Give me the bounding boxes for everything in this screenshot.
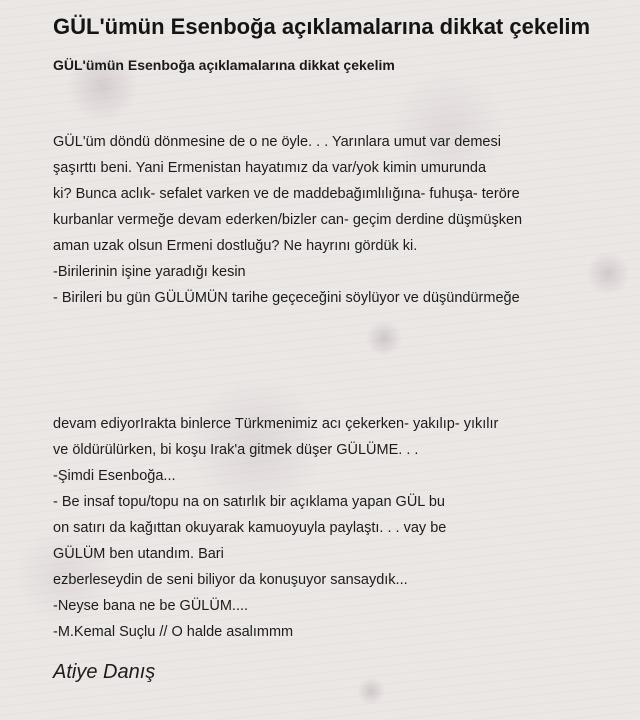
poem-line: -Neyse bana ne be GÜLÜM.... bbox=[53, 598, 249, 614]
poem-line: -M.Kemal Suçlu // O halde asalımmm bbox=[53, 624, 294, 640]
poem-line: aman uzak olsun Ermeni dostluğu? Ne hayrını gördük ki. bbox=[53, 238, 418, 254]
poem-line: -Şimdi Esenboğa... bbox=[53, 468, 176, 484]
poem-line: GÜLÜM ben utandım. Bari bbox=[53, 546, 224, 562]
poem-line: ki? Bunca aclık- sefalet varken ve de maddebağımlılığına- fuhuşa- teröre bbox=[53, 186, 520, 202]
poem-line: kurbanlar vermeğe devam ederken/bizler can- geçim derdine düşmüşken bbox=[53, 212, 523, 228]
stanza-1 bbox=[53, 129, 522, 311]
poem-line: ve öldürülürken, bi koşu Irak'a gitmek düşer GÜLÜME. . . bbox=[53, 442, 419, 458]
page-subtitle: GÜL'ümün Esenboğa açıklamalarına dikkat çekelim bbox=[53, 57, 395, 73]
poem-line: ezberleseydin de seni biliyor da konuşuyor sansaydık... bbox=[53, 572, 408, 588]
stanza-2 bbox=[53, 411, 498, 645]
poem-line: on satırı da kağıttan okuyarak kamuoyuyla paylaştı. . . vay be bbox=[53, 520, 447, 536]
page-title: GÜL'ümün Esenboğa açıklamalarına dikkat çekelim bbox=[53, 14, 591, 39]
poem-line: GÜL'üm döndü dönmesine de o ne öyle. . . Yarınlara umut var demesi bbox=[53, 134, 501, 150]
poem-line: - Be insaf topu/topu na on satırlık bir açıklama yapan GÜL bu bbox=[53, 494, 445, 510]
poem-line: devam ediyorIrakta binlerce Türkmenimiz acı çekerken- yakılıp- yıkılır bbox=[53, 416, 499, 432]
poem-line: -Birilerinin işine yaradığı kesin bbox=[53, 264, 246, 280]
poem-line: şaşırttı beni. Yani Ermenistan hayatımız da var/yok kimin umurunda bbox=[53, 160, 487, 176]
author-name: Atiye Danış bbox=[53, 661, 156, 683]
poem-line: - Birileri bu gün GÜLÜMÜN tarihe geçeceğini söylüyor ve düşündürmeğe bbox=[53, 290, 520, 306]
